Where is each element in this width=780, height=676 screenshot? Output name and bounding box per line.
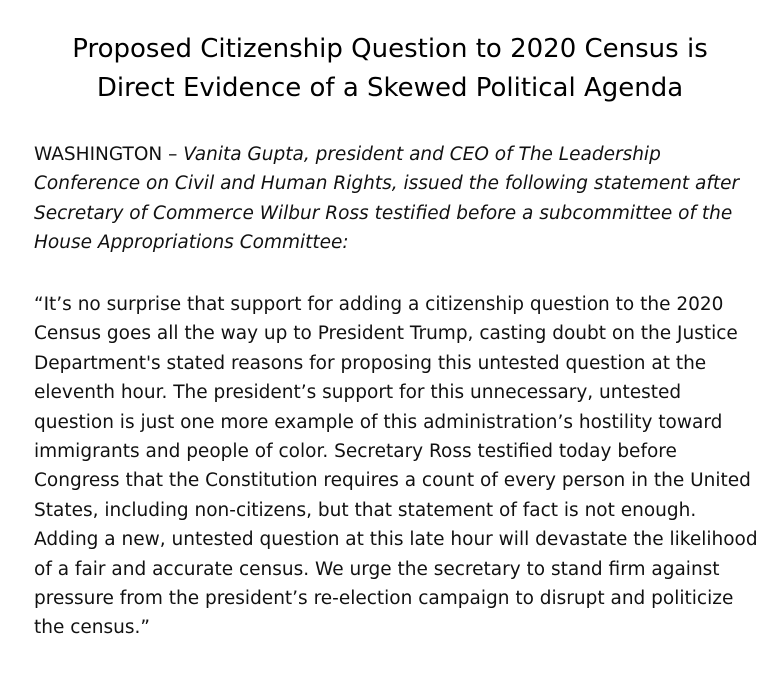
- intro-line-1: [34, 140, 754, 169]
- quote-line-8: States, including non-citizens, but that statement of fact is not enough.: [34, 499, 697, 521]
- intro-italic-1: Vanita Gupta, president and CEO of The Leadership: [183, 144, 661, 165]
- quote-line-6: immigrants and people of color. Secretary Ross testified today before: [34, 441, 677, 463]
- statement-quote: [34, 290, 758, 643]
- intro-line-2: Conference on Civil and Human Rights, issued the following statement after: [34, 173, 740, 195]
- headline: [20, 30, 760, 108]
- quote-line-3: Department's stated reasons for proposing this untested question at the: [34, 352, 707, 374]
- quote-line-2: Census goes all the way up to President Trump, casting doubt on the Justice: [34, 323, 738, 345]
- intro-line-3: Secretary of Commerce Wilbur Ross testified before a subcommittee of the: [34, 202, 733, 224]
- intro-line-4: House Appropriations Committee:: [34, 232, 349, 254]
- quote-line-7: Congress that the Constitution requires a count of every person in the United: [34, 470, 751, 492]
- headline-line-1: Proposed Citizenship Question to 2020 Census is: [72, 34, 708, 64]
- quote-line-9: Adding a new, untested question at this late hour will devastate the likelihood: [34, 529, 758, 551]
- quote-line-12: the census.”: [34, 617, 150, 639]
- quote-line-1: “It’s no surprise that support for adding a citizenship question to the 2020: [34, 294, 724, 315]
- headline-line-2: Direct Evidence of a Skewed Political Agenda: [96, 73, 684, 103]
- quote-line-11: pressure from the president’s re-election campaign to disrupt and politicize: [34, 588, 734, 610]
- quote-line-10: of a fair and accurate census. We urge the secretary to stand firm against: [34, 558, 720, 580]
- quote-line-5: question is just one more example of this administration’s hostility toward: [34, 411, 723, 433]
- quote-line-4: eleventh hour. The president’s support for this unnecessary, untested: [34, 382, 682, 404]
- dateline: WASHINGTON –: [34, 144, 184, 165]
- intro-paragraph: [34, 140, 754, 258]
